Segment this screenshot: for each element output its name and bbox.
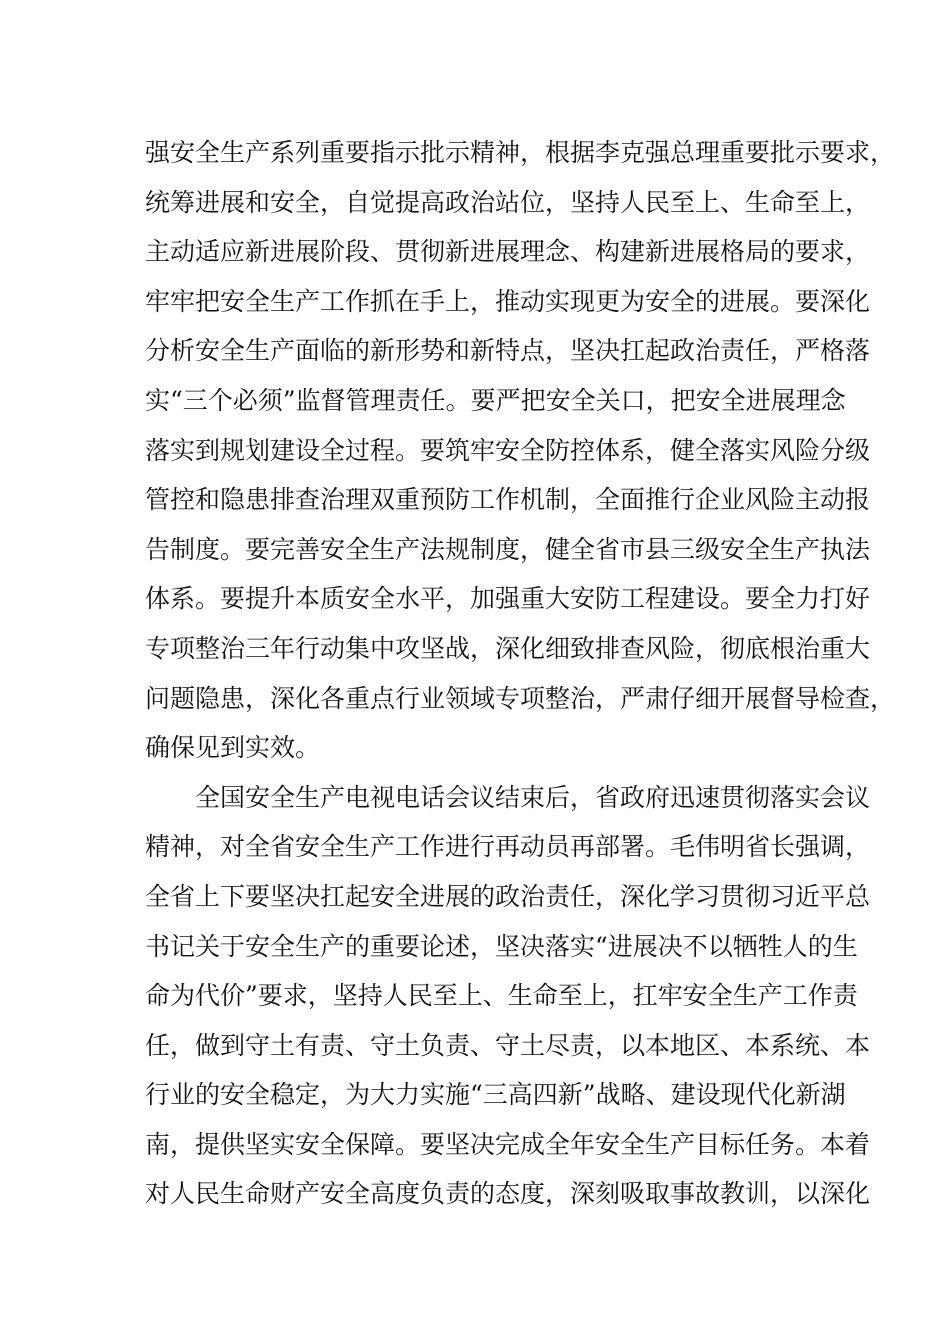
text-line: 强安全生产系列重要指示批示精神，根据李克强总理重要批示要求，: [145, 138, 896, 167]
text-line: 分析安全生产面临的新形势和新特点，坚决扛起政治责任，严格落: [145, 336, 871, 366]
body-text: [145, 128, 896, 1219]
text-line: 管控和隐患排查治理双重预防工作机制，全面推行企业风险主动报: [145, 485, 871, 515]
text-line: 问题隐患，深化各重点行业领域专项整治，严肃仔细开展督导检查，: [145, 683, 896, 713]
text-line: 统筹进展和安全，自觉提高政治站位，坚持人民至上、生命至上，: [145, 187, 871, 217]
text-line: 确保见到实效。: [145, 733, 321, 763]
text-line: 主动适应新进展阶段、贯彻新进展理念、构建新进展格局的要求，: [145, 237, 871, 267]
text-line: 命为代价”要求，坚持人民至上、生命至上，扛牢安全生产工作责: [145, 981, 858, 1011]
text-line: 全省上下要坚决扛起安全进展的政治责任，深化学习贯彻习近平总: [145, 881, 871, 911]
text-line: 任，做到守土有责、守土负责、守土尽责，以本地区、本系统、本: [145, 1030, 871, 1060]
text-line: 落实到规划建设全过程。要筑牢安全防控体系，健全落实风险分级: [145, 435, 871, 465]
text-line: 行业的安全稳定，为大力实施“三高四新”战略、建设现代化新湖: [145, 1080, 846, 1110]
text-line: 专项整治三年行动集中攻坚战，深化细致排查风险，彻底根治重大: [145, 633, 871, 663]
text-line: 对人民生命财产安全高度负责的态度，深刻吸取事故教训，以深化: [145, 1179, 871, 1209]
paragraph-start-line: 全国安全生产电视电话会议结束后，省政府迅速贯彻落实会议: [195, 782, 871, 812]
text-line: 牢牢把安全生产工作抓在手上，推动实现更为安全的进展。要深化: [145, 286, 871, 316]
text-line: 实“三个必须”监督管理责任。要严把安全关口，把安全进展理念: [145, 385, 846, 415]
text-line: 体系。要提升本质安全水平，加强重大安防工程建设。要全力打好: [145, 584, 871, 614]
text-line: 南，提供坚实安全保障。要坚决完成全年安全生产目标任务。本着: [145, 1129, 871, 1159]
text-line: 精神，对全省安全生产工作进行再动员再部署。毛伟明省长强调，: [145, 832, 871, 862]
text-line: 书记关于安全生产的重要论述，坚决落实“进展决不以牺牲人的生: [145, 931, 858, 961]
text-line: 告制度。要完善安全生产法规制度，健全省市县三级安全生产执法: [145, 534, 871, 564]
